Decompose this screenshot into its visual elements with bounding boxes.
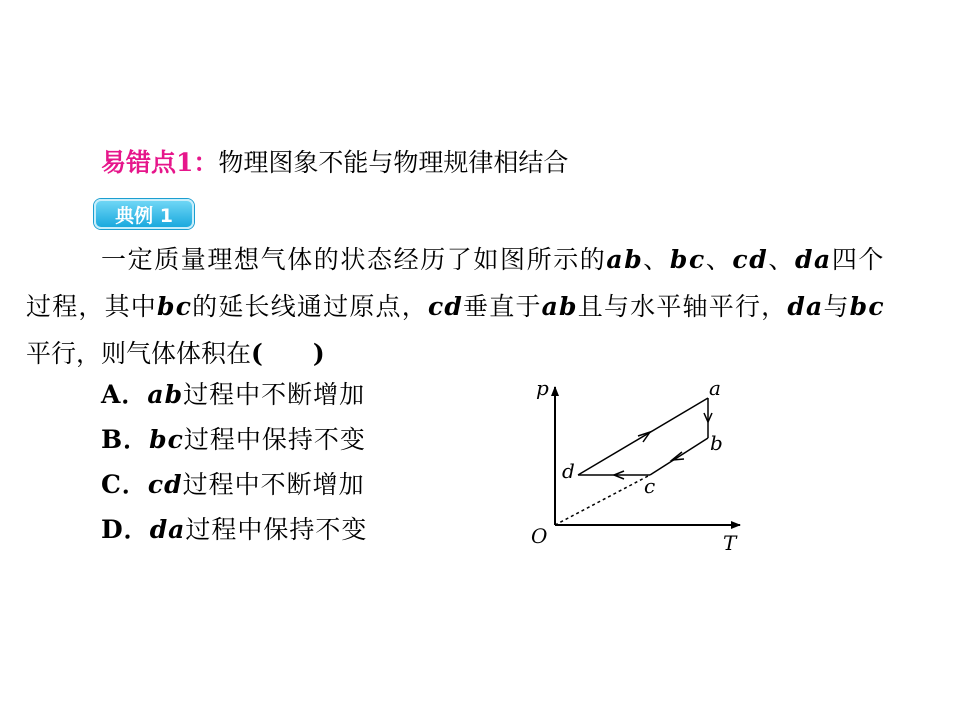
option-var: da <box>149 515 186 544</box>
var-da: da <box>794 245 832 274</box>
var-bc: bc <box>669 245 706 274</box>
sep: 、 <box>705 245 733 274</box>
sep: 、 <box>768 245 795 274</box>
p-t-graph <box>520 375 760 560</box>
question-seg: 且与水平轴平行， <box>577 292 788 321</box>
var-bc: bc <box>157 292 193 321</box>
option-var: bc <box>149 425 184 454</box>
option-text: 过程中保持不变 <box>185 515 368 544</box>
var-bc: bc <box>849 292 885 321</box>
question-text <box>26 236 946 377</box>
answer-blank: ( ) <box>251 339 325 368</box>
point-label-d: d <box>562 459 575 483</box>
question-seg: 过程，其中 <box>26 292 158 321</box>
example-badge: 典例 1 <box>94 199 194 229</box>
question-seg: 的延长线通过原点， <box>192 292 428 321</box>
heading-tag: 易错点1： <box>101 148 219 177</box>
segment-bc <box>650 438 708 475</box>
option-text: 过程中不断增加 <box>182 470 365 499</box>
section-heading <box>101 145 568 181</box>
question-line-3 <box>26 330 946 377</box>
option-letter: A． <box>101 380 148 409</box>
question-seg: 与 <box>823 292 850 321</box>
point-label-c: c <box>644 474 656 498</box>
sep: 、 <box>643 245 670 274</box>
question-seg: 一定质量理想气体的状态经历了如图所示的 <box>101 245 607 274</box>
origin-label: O <box>531 524 548 548</box>
heading-title: 物理图象不能与物理规律相结合 <box>218 148 569 177</box>
arrow-bc <box>672 452 684 460</box>
axis-label-p: p <box>536 376 549 400</box>
axis-label-t: T <box>723 531 737 555</box>
option-a[interactable] <box>101 372 367 417</box>
question-line-2 <box>26 283 946 330</box>
option-var: ab <box>147 380 184 409</box>
option-letter: C． <box>101 470 148 499</box>
arrow-da <box>638 432 650 442</box>
var-ab: ab <box>606 245 644 274</box>
option-text: 过程中保持不变 <box>183 425 366 454</box>
var-cd: cd <box>427 292 464 321</box>
option-b[interactable] <box>101 417 367 462</box>
option-d[interactable] <box>101 507 367 552</box>
option-letter: D． <box>101 515 150 544</box>
var-ab: ab <box>541 292 578 321</box>
point-label-b: b <box>710 431 723 455</box>
var-da: da <box>787 292 824 321</box>
segment-da <box>578 398 708 475</box>
question-seg: 四个 <box>831 245 886 274</box>
option-var: cd <box>147 470 183 499</box>
var-cd: cd <box>732 245 769 274</box>
option-c[interactable] <box>101 462 367 507</box>
option-letter: B． <box>101 425 150 454</box>
point-label-a: a <box>709 376 721 400</box>
option-text: 过程中不断增加 <box>183 380 366 409</box>
question-line-1 <box>26 236 946 283</box>
question-seg: 垂直于 <box>463 292 542 321</box>
options-list <box>101 372 367 552</box>
question-seg: 平行，则气体体积在 <box>26 339 252 368</box>
